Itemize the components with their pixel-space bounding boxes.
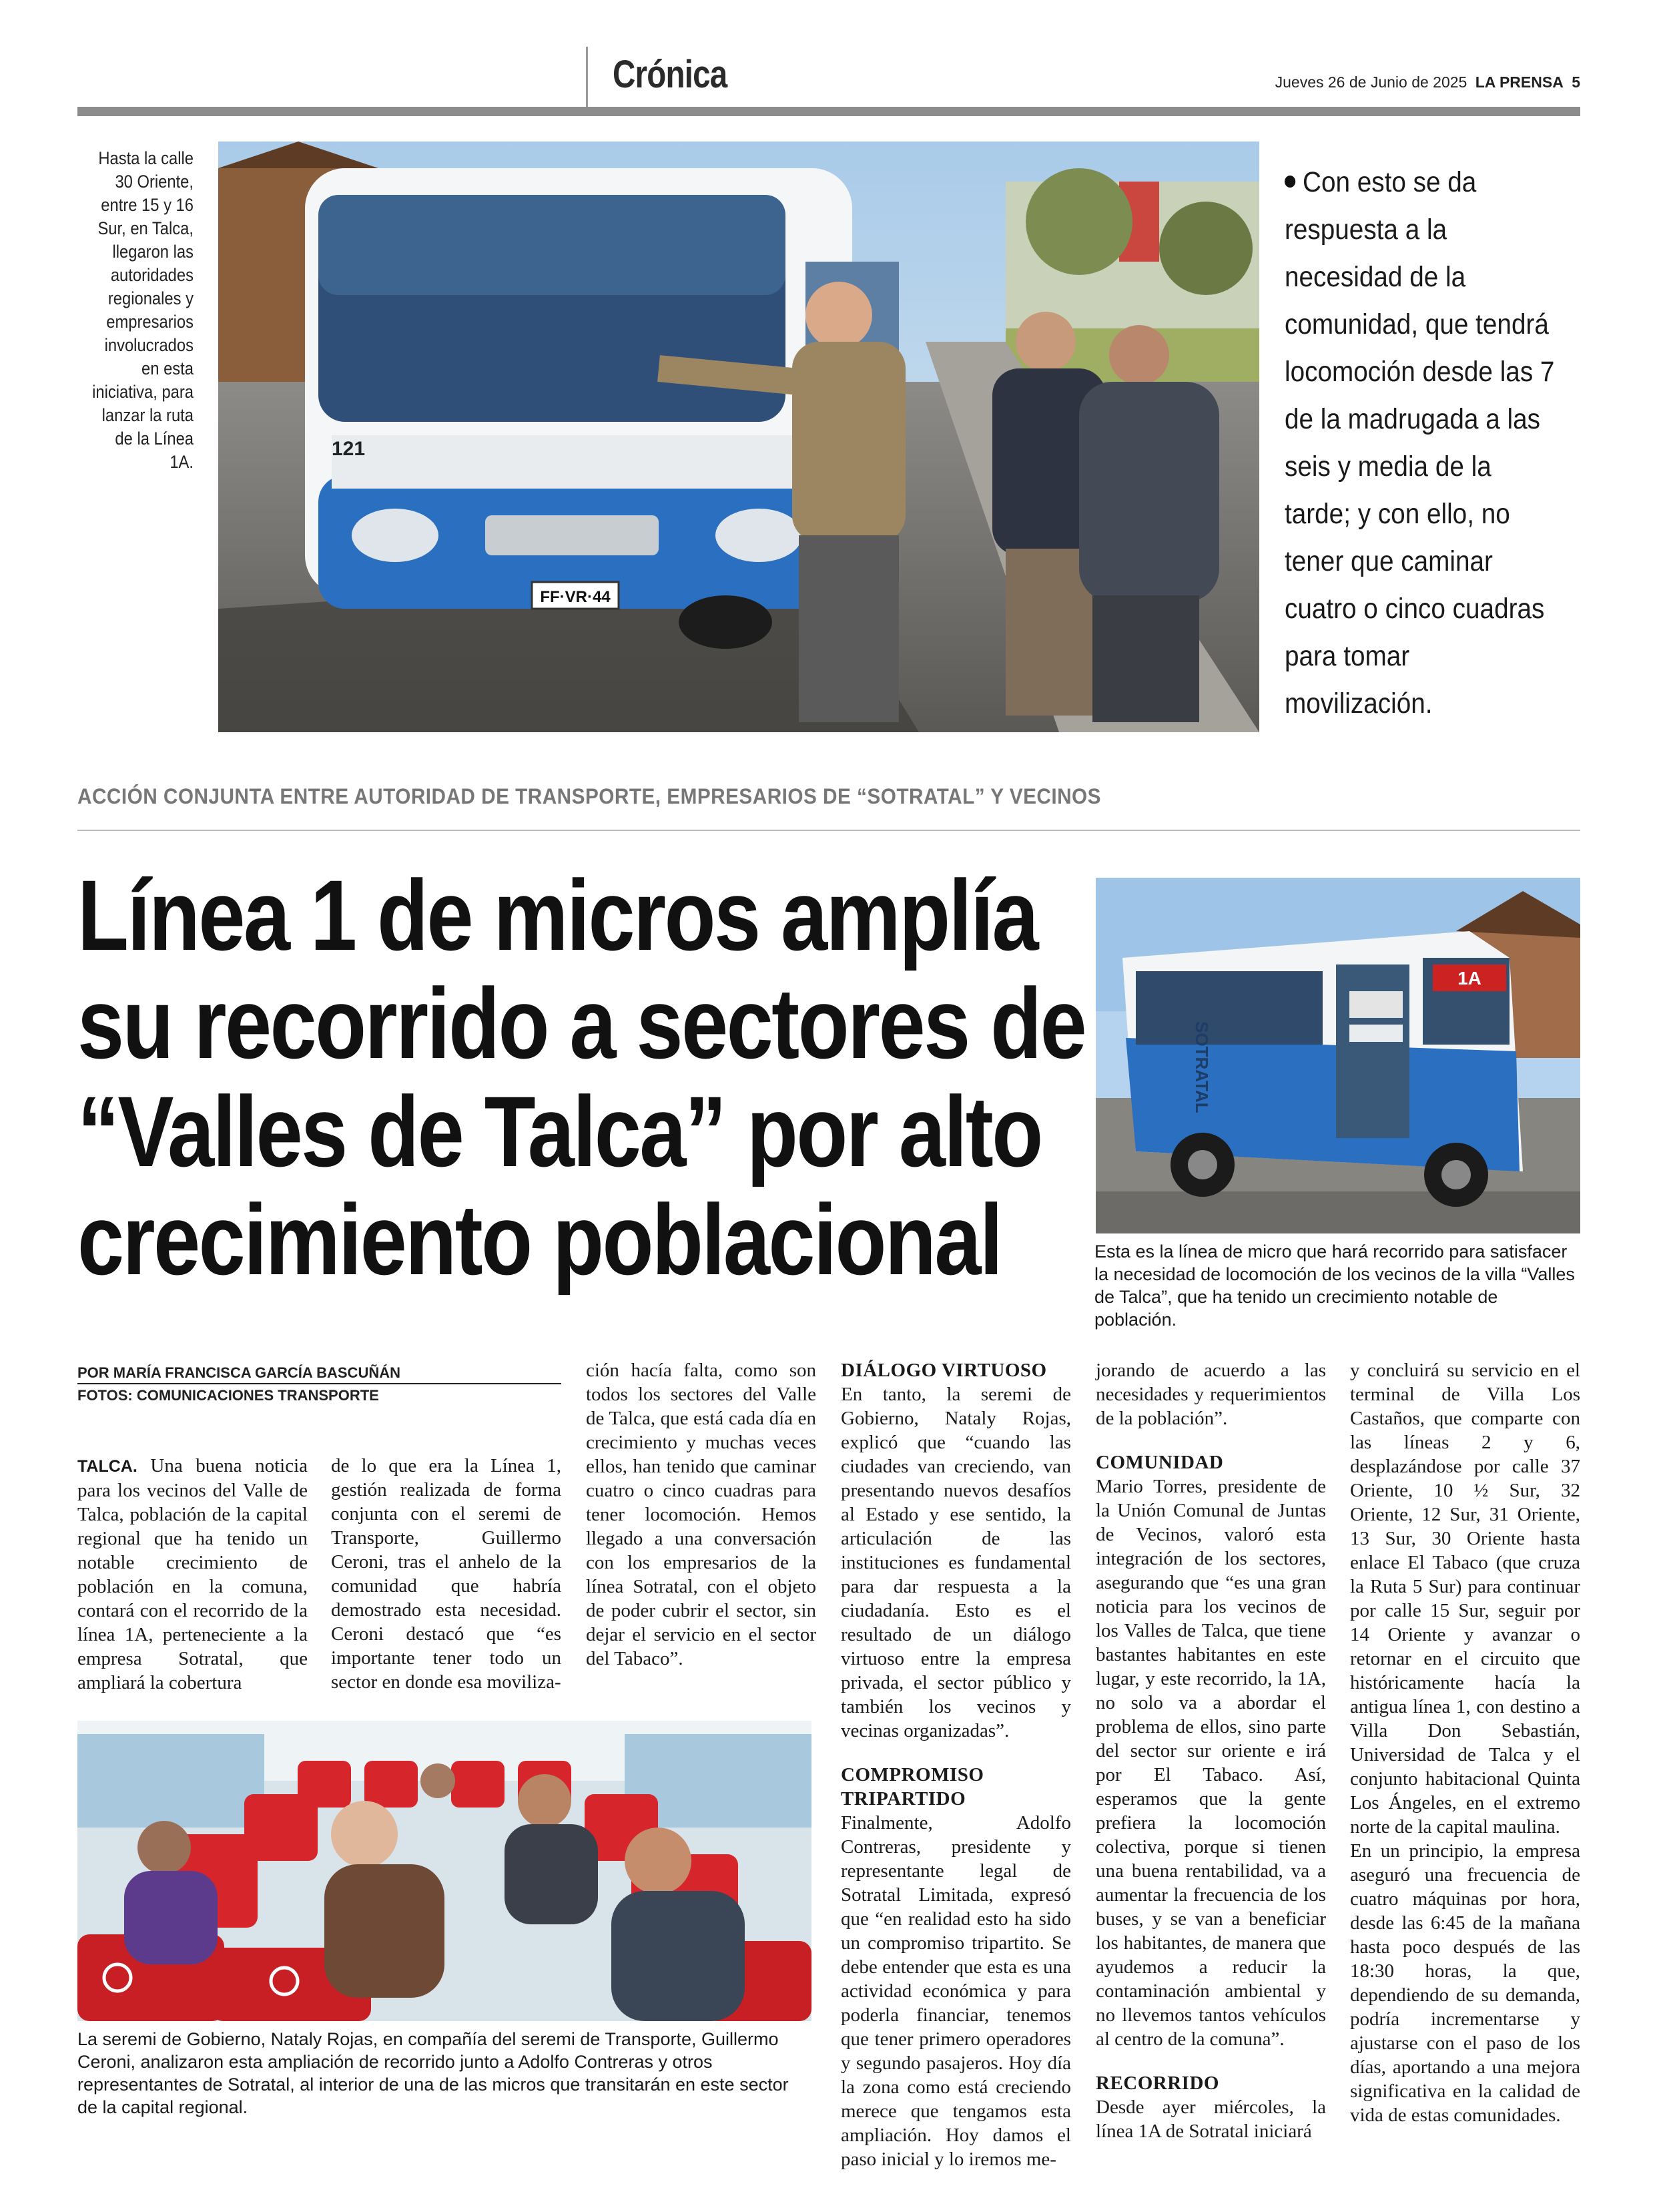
header-rule: [77, 107, 1580, 116]
subheading-compromiso: COMPROMISO TRIPARTIDO: [841, 1764, 984, 1810]
bullet-icon: [1285, 176, 1295, 188]
headline: [77, 859, 1086, 1296]
article-column-2: [331, 1454, 561, 1694]
bus-plate: FF·VR·44: [540, 588, 611, 606]
dateline: TALCA.: [77, 1457, 137, 1476]
subheading-comunidad: COMUNIDAD: [1096, 1452, 1224, 1473]
paragraph: Finalmente, Adolfo Contreras, presidente y representante legal de Sotratal Limitada, expresó que “en realidad esto ha sido un compromiso tripartito. Se debe entender que esta es una actividad económica y para poderla financiar, tenemos que tener primero operadores y segundo pasajeros. Hoy día la zona como está creciendo merece que tengamos esta ampliación. Hoy damos el paso inicial y lo iremos me-: [841, 1812, 1071, 2170]
author: POR MARÍA FRANCISCA GARCÍA BASCUÑÁN: [77, 1364, 400, 1381]
byline: [77, 1362, 561, 1407]
paragraph: Desde ayer miércoles, la línea 1A de Sotratal iniciará: [1096, 2097, 1326, 2142]
paragraph: En tanto, la seremi de Gobierno, Nataly Rojas, explicó que “cuando las ciudades van creciendo, van presentando nuevos desafíos al Estado y ese sentido, la articulación de las instituciones es fundamental para dar respuesta a la ciudadanía. Esto es el resultado de un diálogo virtuoso entre la empresa privada, el sector público y también los vecinos y vecinas organizadas”.: [841, 1384, 1071, 1741]
date-line: [1275, 73, 1580, 91]
paragraph: En un principio, la empresa aseguró una frecuencia de cuatro máquinas por hora, desde las 6:45 de la mañana hasta poco después de las 18:30 horas, la que, dependiendo de su demanda, podría incrementarse y ajustarse con el paso de los días, aportando a una mejora significativa en la calidad de vida de estas comunidades.: [1350, 1840, 1580, 2126]
article-column-3: [586, 1358, 816, 1671]
subheading-dialogo: DIÁLOGO VIRTUOSO: [841, 1360, 1047, 1381]
headline-line: su recorrido a sectores de: [77, 967, 1086, 1079]
paragraph: y concluirá su servicio en el terminal de Villa Los Castaños, que comparte con las líneas 2 y 6, desplazándose por calle 37 Oriente, 10 ½ Sur, 32 Oriente, 12 Sur, 31 Oriente, 13 Sur, 30 Oriente hasta enlace El Tabaco (que cruza la Ruta 5 Sur) para continuar por calle 15 Sur, seguir por 14 Oriente y avanzar o retornar en el circuito que históricamente hacía la antigua línea 1, con destino a Villa Don Sebastián, Universidad de Talca y el conjunto habitacional Quinta Los Ángeles, en el extremo norte de la capital maulina.: [1350, 1360, 1580, 1838]
article-column-1: [77, 1454, 308, 1695]
photo-bus-side: [1096, 878, 1580, 1233]
paragraph: Una buena noticia para los vecinos del Valle de Talca, población de la capital regional que ha tenido un notable crecimiento de población en la comuna, contará con el recorrido de la línea 1A, perteneciente a la empresa Sotratal, que ampliará la cobertura: [77, 1455, 308, 1693]
article-column-6: [1350, 1358, 1580, 2127]
byline-rule: [77, 1383, 561, 1384]
photo-3-caption: La seremi de Gobierno, Nataly Rojas, en compañía del seremi de Transporte, Guillermo Ceroni, analizaron esta ampliación de recorrido junto a Adolfo Contreras y otros representantes de Sotratal, al interior de una de las micros que transitarán en este sector de la capital regional.: [77, 2029, 789, 2117]
bus-number: 121: [332, 438, 366, 460]
photo-credit: FOTOS: COMUNICACIONES TRANSPORTE: [77, 1387, 379, 1404]
paragraph: Mario Torres, presidente de la Unión Comunal de Juntas de Vecinos, valoró esta integración de los sectores, asegurando que “es una gran noticia para los vecinos de los Valles de Talca, que tiene bastantes habitantes en este lugar, y este recorrido, la 1A, no solo va a abordar el problema de ellos, sino parte del sector sur oriente e irá por El Tabaco. Así, esperamos que la gente prefiera la locomoción colectiva, porque si tienen una buena rentabilidad, va a aumentar la frecuencia de los buses, y se van a beneficiar los habitantes, de manera que ayudemos a reducir la contaminación ambiental y no llevemos tantos vehículos al centro de la comuna”.: [1096, 1476, 1326, 2050]
issue-date: Jueves 26 de Junio de 2025: [1275, 73, 1467, 91]
kicker-rule: [77, 830, 1580, 831]
headline-line: crecimiento poblacional: [77, 1183, 1002, 1296]
paragraph: de lo que era la Línea 1, gestión realizada de forma conjunta con el seremi de Transporte, Guillermo Ceroni, tras el anhelo de la comunidad que habría demostrado esta necesidad. Ceroni destacó que “es importante tener todo un sector en donde esa moviliza-: [331, 1455, 561, 1693]
headline-line: Línea 1 de micros amplía: [77, 859, 1038, 971]
section-divider: [586, 47, 588, 107]
subheading-recorrido: RECORRIDO: [1096, 2072, 1219, 2094]
pull-quote-text: Con esto se da respuesta a la necesidad de la comunidad, que tendrá locomoción desde las 7 de la madrugada a las seis y media de la tarde; y con ello, no tener que caminar cuatro o cinco cuadras para tomar movilización.: [1285, 166, 1555, 720]
article-column-4: [841, 1358, 1071, 2171]
section-name: Crónica: [613, 53, 727, 96]
paragraph: ción hacía falta, como son todos los sectores del Valle de Talca, que está cada día en crecimiento y muchas veces ellos, han tenido que caminar cuatro o cinco cuadras para tener locomoción. Hemos llegado a una conversación con los empresarios de la línea Sotratal, con el objeto de poder cubrir el sector, sin dejar el servicio en el sector del Tabaco”.: [586, 1360, 816, 1669]
photo-2-caption: Esta es la línea de micro que hará recorrido para satisfacer la necesidad de locomoción de los vecinos de la villa “Valles de Talca”, que ha tenido un crecimiento notable de población.: [1094, 1241, 1575, 1330]
paragraph: jorando de acuerdo a las necesidades y requerimientos de la población”.: [1096, 1360, 1326, 1429]
bus-side-text: SOTRATAL: [1192, 1021, 1212, 1113]
article-column-5: [1096, 1358, 1326, 2143]
page-number: 5: [1572, 73, 1580, 91]
route-sign: 1A: [1457, 968, 1481, 989]
publication-name: LA PRENSA: [1475, 73, 1564, 91]
photo-1-caption: Hasta la calle 30 Oriente, entre 15 y 16 Sur, en Talca, llegaron las autoridades regionales y empresarios involucrados en esta iniciativa, para lanzar la ruta de la Línea 1A.: [92, 148, 194, 472]
kicker: ACCIÓN CONJUNTA ENTRE AUTORIDAD DE TRANSPORTE, EMPRESARIOS DE “SOTRATAL” Y VECINOS: [77, 784, 1101, 808]
headline-line: “Valles de Talca” por alto: [77, 1075, 1042, 1187]
photo-bus-interior: [77, 1721, 811, 2021]
photo-bus-officials: [218, 142, 1259, 732]
pull-quote: [1285, 159, 1555, 728]
